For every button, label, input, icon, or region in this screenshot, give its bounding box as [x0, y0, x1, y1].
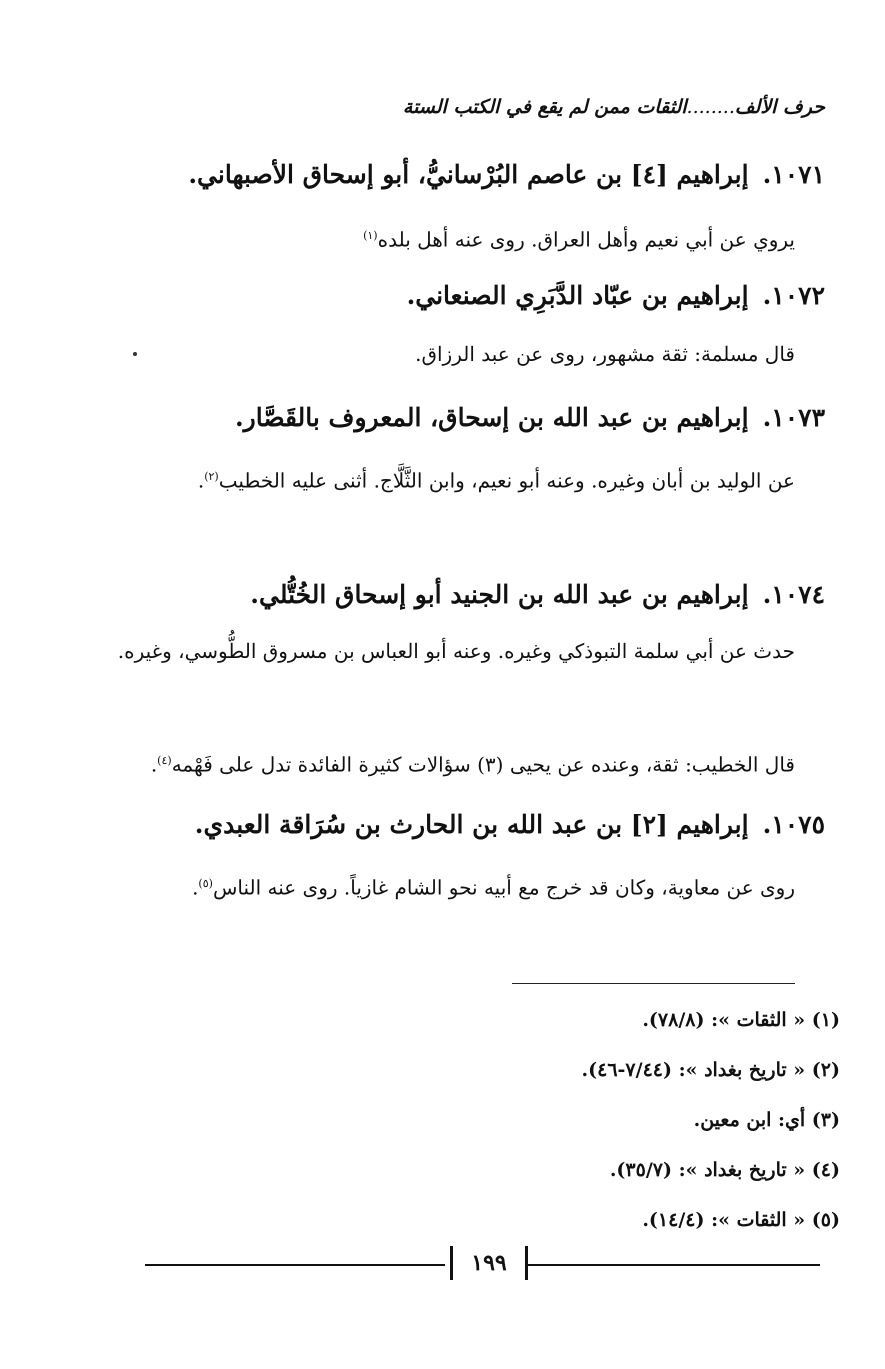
bottom-rule-left: [145, 1264, 445, 1266]
entry-heading-1075: [120, 807, 825, 843]
footnote-2: (٢) « تاريخ بغداد »: (٧/٤٤-٤٦).: [581, 1059, 840, 1081]
entry-body-1075: [60, 863, 795, 909]
footnote-separator: [512, 983, 795, 984]
entry-name: إبراهيم بن عبّاد الدَّبَرِي الصنعاني.: [406, 281, 749, 310]
paragraph-end: .: [197, 468, 205, 493]
paragraph-end: .: [192, 875, 199, 900]
print-speck: [133, 352, 137, 356]
footnote-ref: (٤): [157, 754, 172, 767]
footnote-3: (٣) أي: ابن معين.: [693, 1109, 840, 1131]
entry-body-1073: [60, 456, 795, 502]
header-chapter: حرف الألف: [734, 96, 825, 118]
entry-heading-1073: [120, 400, 825, 436]
entry-number: ١٠٧٣.: [762, 403, 825, 432]
running-header: [160, 93, 825, 121]
page-number: ١٩٩: [450, 1246, 528, 1280]
header-book-title: الثقات ممن لم يقع في الكتب الستة: [402, 96, 687, 118]
footnote-4: (٤) « تاريخ بغداد »: (٣٥/٧).: [609, 1159, 840, 1181]
entry-number: ١٠٧٤.: [762, 580, 825, 609]
entry-name: إبراهيم بن عبد الله بن الجنيد أبو إسحاق الخُتُّلي.: [250, 580, 749, 609]
entry-body-1071: [60, 215, 795, 261]
bottom-rule-right: [525, 1264, 820, 1266]
entry-number: ١٠٧٥.: [762, 810, 825, 839]
entry-number: ١٠٧١.: [762, 160, 825, 189]
entry-body-1074-quote: [60, 740, 795, 786]
entry-name: إبراهيم [٤] بن عاصم البُرْسانيُّ، أبو إسحاق الأصبهاني.: [188, 160, 749, 189]
footnote-ref: (٥): [198, 877, 213, 890]
entry-paragraph: حدث عن أبي سلمة التبوذكي وغيره. وعنه أبو العباس بن مسروق الطُّوسي، وغيره.: [117, 639, 795, 663]
entry-heading-1071: [120, 157, 825, 193]
footnote-ref: (١): [363, 229, 378, 242]
entry-paragraph: يروي عن أبي نعيم وأهل العراق. روى عنه أهل بلده: [377, 227, 795, 252]
entry-paragraph: قال مسلمة: ثقة مشهور، روى عن عبد الرزاق.: [415, 342, 795, 366]
footnote-1: (١) « الثقات »: (٧٨/٨).: [642, 1009, 840, 1031]
entry-name: إبراهيم [٢] بن عبد الله بن الحارث بن سُرَاقة العبدي.: [194, 810, 749, 839]
entry-body-1072: [60, 333, 795, 375]
footnote-5: (٥) « الثقات »: (١٤/٤).: [642, 1209, 840, 1231]
entry-body-1074: [60, 630, 795, 672]
entry-name: إبراهيم بن عبد الله بن إسحاق، المعروف بالقَصَّار.: [234, 403, 749, 432]
entry-paragraph: عن الوليد بن أبان وغيره. وعنه أبو نعيم، وابن الثَّلَّاج. أثنى عليه الخطيب: [218, 468, 795, 493]
entry-number: ١٠٧٢.: [762, 281, 825, 310]
paragraph-end: .: [150, 752, 158, 777]
entry-heading-1074: [120, 577, 825, 613]
header-separator: ........: [686, 96, 735, 118]
footnotes: [400, 995, 840, 1245]
entry-heading-1072: [120, 278, 825, 314]
entry-paragraph: قال الخطيب: ثقة، وعنده عن يحيى (٣) سؤالات كثيرة الفائدة تدل على فَهْمه: [171, 752, 795, 777]
entry-paragraph: روى عن معاوية، وكان قد خرج مع أبيه نحو الشام غازياً. روى عنه الناس: [212, 875, 795, 900]
footnote-ref: (٢): [204, 470, 219, 483]
